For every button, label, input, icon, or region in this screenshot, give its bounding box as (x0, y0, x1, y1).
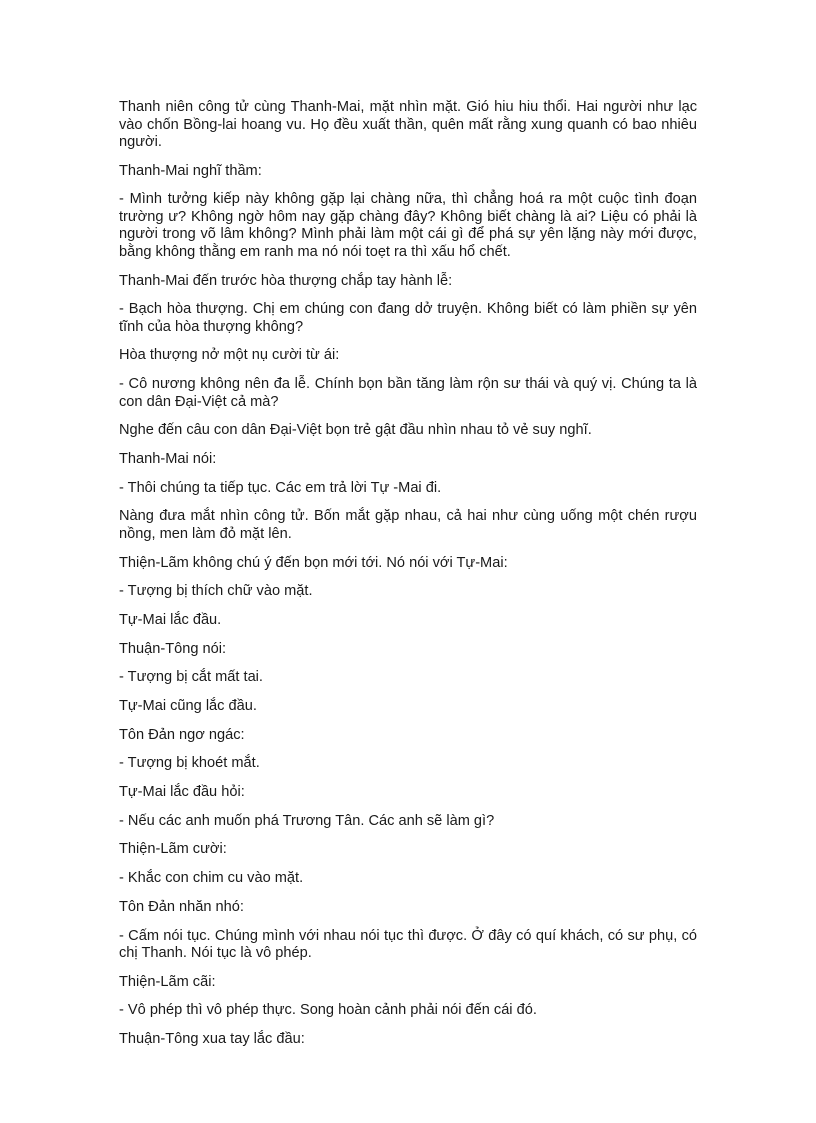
paragraph: - Khắc con chim cu vào mặt. (119, 870, 304, 887)
paragraph: Thiện-Lãm cười: (119, 841, 227, 858)
paragraph: - Vô phép thì vô phép thực. Song hoàn cảnh phải nói đến cái đó. (119, 1002, 537, 1019)
paragraph: Tự-Mai lắc đầu hỏi: (119, 784, 245, 801)
paragraph: - Cô nương không nên đa lễ. Chính bọn bần tăng làm rộn sư thái và quý vị. Chúng ta là con dân Đại-Việt cả mà? (119, 376, 697, 410)
document-page (119, 99, 697, 1060)
paragraph: Tự-Mai cũng lắc đầu. (119, 698, 257, 714)
paragraph: - Mình tưởng kiếp này không gặp lại chàng nữa, thì chẳng hoá ra một cuộc tình đoạn trường ư? Không ngờ hôm nay gặp chàng đây? Không biết chàng là ai? Liệu có phải là người trong võ lâm không? Mình phải làm một cái gì để phá sự yên lặng này mới được, bằng không thằng em ranh ma nó nói toẹt ra thì xấu hổ chết. (119, 191, 697, 260)
paragraph: Thiện-Lãm cãi: (119, 973, 216, 990)
paragraph: Tôn Đản ngơ ngác: (119, 726, 245, 743)
paragraph: - Tượng bị khoét mắt. (119, 755, 260, 772)
paragraph: Tôn Đản nhăn nhó: (119, 898, 244, 915)
paragraph: Thanh-Mai đến trước hòa thượng chắp tay hành lễ: (119, 272, 453, 289)
paragraph: - Tượng bị cắt mất tai. (119, 669, 263, 686)
paragraph: - Nếu các anh muốn phá Trương Tân. Các anh sẽ làm gì? (119, 812, 495, 829)
paragraph: - Bạch hòa thượng. Chị em chúng con đang dở truyện. Không biết có làm phiền sự yên tĩnh của hòa thượng không? (119, 301, 697, 335)
paragraph: Tự-Mai lắc đầu. (119, 611, 222, 628)
paragraph: - Cấm nói tục. Chúng mình với nhau nói tục thì được. Ở đây có quí khách, có sư phụ, có chị Thanh. Nói tục là vô phép. (119, 927, 697, 961)
paragraph: Nghe đến câu con dân Đại-Việt bọn trẻ gật đầu nhìn nhau tỏ vẻ suy nghĩ. (119, 422, 592, 439)
paragraph: Thanh-Mai nghĩ thầm: (119, 162, 262, 179)
paragraph: Thuận-Tông nói: (119, 640, 227, 657)
paragraph: Thanh niên công tử cùng Thanh-Mai, mặt nhìn mặt. Gió hiu hiu thổi. Hai người như lạc vào chốn Bồng-lai hoang vu. Họ đều xuất thần, quên mất rằng xung quanh có bao nhiêu người. (119, 99, 697, 150)
paragraph: Thiện-Lãm không chú ý đến bọn mới tới. Nó nói với Tự-Mai: (119, 554, 508, 571)
paragraph: - Tượng bị thích chữ vào mặt. (119, 583, 313, 600)
paragraph: Thuận-Tông xua tay lắc đầu: (119, 1031, 305, 1048)
paragraph: Thanh-Mai nói: (119, 451, 217, 467)
paragraph: Hòa thượng nở một nụ cười từ ái: (119, 347, 340, 364)
paragraph: Nàng đưa mắt nhìn công tử. Bốn mắt gặp nhau, cả hai như cùng uống một chén rượu nồng, men làm đỏ mặt lên. (119, 508, 697, 542)
paragraph: - Thôi chúng ta tiếp tục. Các em trả lời Tự -Mai đi. (119, 479, 442, 496)
